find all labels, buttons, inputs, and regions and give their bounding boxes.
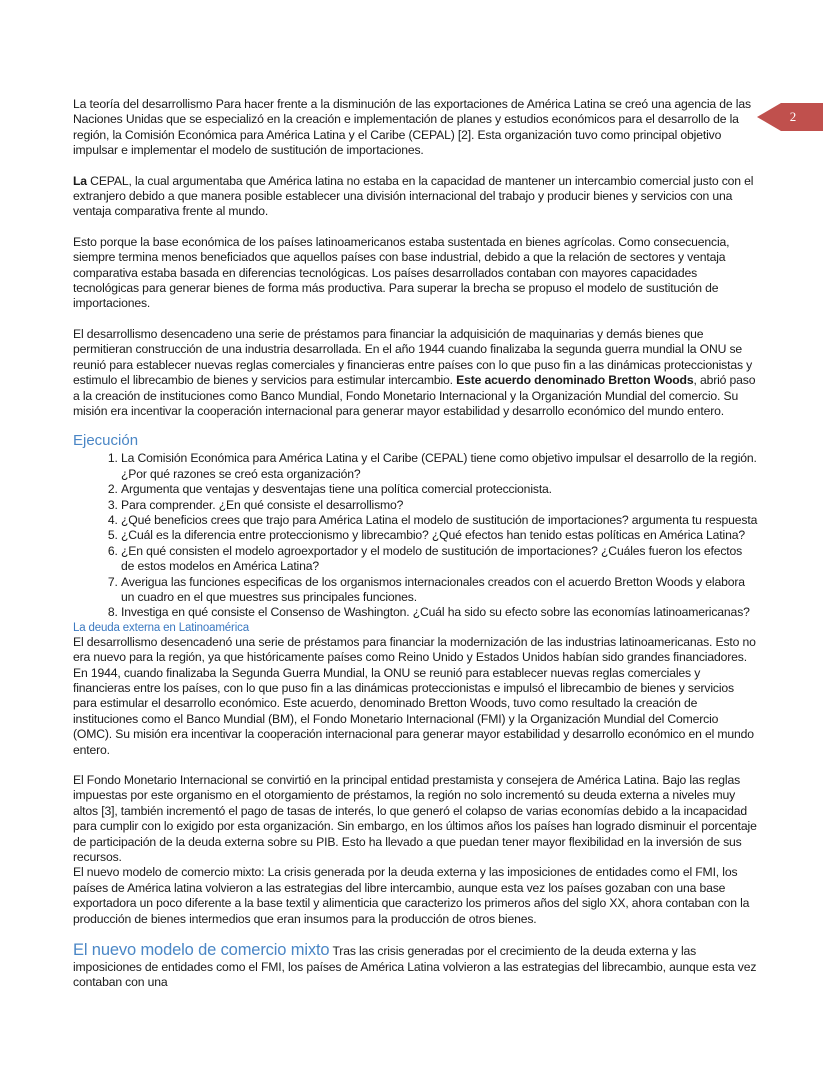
ejecucion-list [73, 451, 758, 620]
intro-paragraph-4 [73, 327, 758, 419]
nuevo-modelo-text: Tras las crisis generadas por el crecimiento de la deuda externa y las imposiciones de entidades como el FMI, los países de América Latina volvieron a las estrategias del librecambio, aunque esta vez contaban con una [73, 944, 757, 989]
intro-paragraph-4-bold: Este acuerdo denominado Bretton Woods [456, 373, 694, 388]
list-item: 3. Para comprender. ¿En qué consiste el desarrollismo? [121, 498, 758, 513]
document-page [73, 97, 758, 990]
intro-paragraph-1: La teoría del desarrollismo Para hacer frente a la disminución de las exportaciones de América Latina se creó una agencia de las Naciones Unidas que se especializó en la creación e implementación de planes y estudios económicos para el desarrollo de la región, la Comisión Económica para América Latina y el Caribe (CEPAL) [2]. Esta organización tuvo como principal objetivo impulsar e implementar el modelo de sustitución de importaciones. [73, 97, 751, 158]
list-item: 5. ¿Cuál es la diferencia entre proteccionismo y librecambio? ¿Qué efectos han tenido estas políticas en América Latina? [121, 528, 758, 543]
deuda-paragraph-3: El Fondo Monetario Internacional se convirtió en la principal entidad prestamista y consejera de América Latina. Bajo las reglas impuestas por este organismo en el otorgamiento de préstamos, la región no solo incrementó su deuda externa a niveles muy altos [3], también incrementó el pago de tasas de interés, lo que generó el colapso de varias economías debido a la incapacidad para cumplir con lo exigido por esta organización. Sin embargo, en los últimos años los países han logrado disminuir el porcentaje de participación de la deuda externa sobre su PIB. Esto ha llevado a que puedan tener mayor flexibilidad en la inversión de sus recursos. [73, 773, 757, 865]
deuda-paragraph-1: El desarrollismo desencadenó una serie de préstamos para financiar la modernización de las industrias latinoamericanas. Esto no era nuevo para la región, ya que históricamente países como Reino Unido y Estados Unidos habían sido grandes financiadores. [73, 634, 756, 665]
intro-paragraph-2 [73, 174, 758, 220]
intro-paragraph-4-text-a: El desarrollismo desencadeno una serie de préstamos para financiar la adquisición de maquinarias y demás bienes que permitieran construcción de una industria desarrollada. En el año 1944 cuando finalizaba la segunda guerra mundial la ONU se reunió para establecer nuevas reglas comerciales y financieras entre países con lo que puso fin a las dinámicas proteccionistas y estimulo el librecambio de bienes y servicios para estimular intercambio. [73, 326, 753, 388]
intro-paragraph-4-text-b: , abrió paso a la creación de instituciones como Banco Mundial, Fondo Monetario Internacional y la Organización Mundial del comercio. Su misión era incentivar la cooperación internacional para generar mayor estabilidad y desarrollo económico del mundo entero. [73, 373, 756, 418]
page-number-tab [757, 103, 823, 131]
deuda-paragraph-2: En 1944, cuando finalizaba la Segunda Guerra Mundial, la ONU se reunió para establecer nuevas reglas comerciales y financieras entre los países, con lo que puso fin a las dinámicas proteccionistas e impulsó el librecambio de bienes y servicios para estimular el desarrollo económico. Este acuerdo, denominado Bretton Woods, tuvo como resultado la creación de instituciones como el Banco Mundial (BM), el Fondo Monetario Internacional (FMI) y la Organización Mundial del Comercio (OMC). Su misión era incentivar la cooperación internacional para generar mayor estabilidad y desarrollo económico en el mundo entero. [73, 665, 754, 757]
intro-paragraph-2-text: CEPAL, la cual argumentaba que América latina no estaba en la capacidad de mantener un intercambio comercial justo con el extranjero debido a que manera posible establecer una división internacional del trabajo y producir bienes y servicios con una ventaja comparativa frente al mundo. [73, 173, 754, 219]
ejecucion-heading: Ejecución [73, 432, 139, 450]
list-item: 2. Argumenta que ventajas y desventajas tiene una política comercial proteccionista. [121, 482, 758, 497]
nuevo-modelo-paragraph [73, 943, 758, 990]
deuda-heading: La deuda externa en Latinoamérica [73, 621, 249, 634]
deuda-paragraph-4: El nuevo modelo de comercio mixto: La crisis generada por la deuda externa y las imposiciones de entidades como el FMI, los países de América latina volvieron a las estrategias del libre intercambio, aunque esta vez los países gozaban con una base exportadora un poco diferente a la base textil y alimenticia que caracterizo los primeros años del siglo XX, ahora contaban con la producción de bienes intermedios que eran insumos para la producción de otros bienes. [73, 865, 750, 926]
intro-paragraph-3: Esto porque la base económica de los países latinoamericanos estaba sustentada en bienes agrícolas. Como consecuencia, siempre termina menos beneficiados que aquellos países con base industrial, debido a que la relación de sectores y ventaja comparativa estaba basada en diferencias tecnológicas. Los países desarrollados contaban con mayores capacidades tecnológicas para generar bienes de forma más productiva. Para superar la brecha se propuso el modelo de sustitución de importaciones. [73, 234, 730, 311]
nuevo-modelo-heading: El nuevo modelo de comercio mixto [73, 941, 330, 960]
list-item: 7. Averigua las funciones especificas de los organismos internacionales creados con el acuerdo Bretton Woods y elabora un cuadro en el que muestres sus principales funciones. [121, 575, 758, 606]
page-number: 2 [789, 109, 797, 124]
list-item: 6. ¿En qué consisten el modelo agroexportador y el modelo de sustitución de importaciones? ¿Cuáles fueron los efectos de estos modelos en América Latina? [121, 544, 758, 575]
list-item: 1. La Comisión Económica para América Latina y el Caribe (CEPAL) tiene como objetivo impulsar el desarrollo de la región. ¿Por qué razones se creó esta organización? [121, 451, 758, 482]
intro-paragraph-2-bold: La [73, 173, 87, 188]
list-item: 4. ¿Qué beneficios crees que trajo para América Latina el modelo de sustitución de importaciones? argumenta tu respuesta [121, 513, 758, 528]
list-item: 8. Investiga en qué consiste el Consenso de Washington. ¿Cuál ha sido su efecto sobre las economías latinoamericanas? [121, 605, 758, 620]
